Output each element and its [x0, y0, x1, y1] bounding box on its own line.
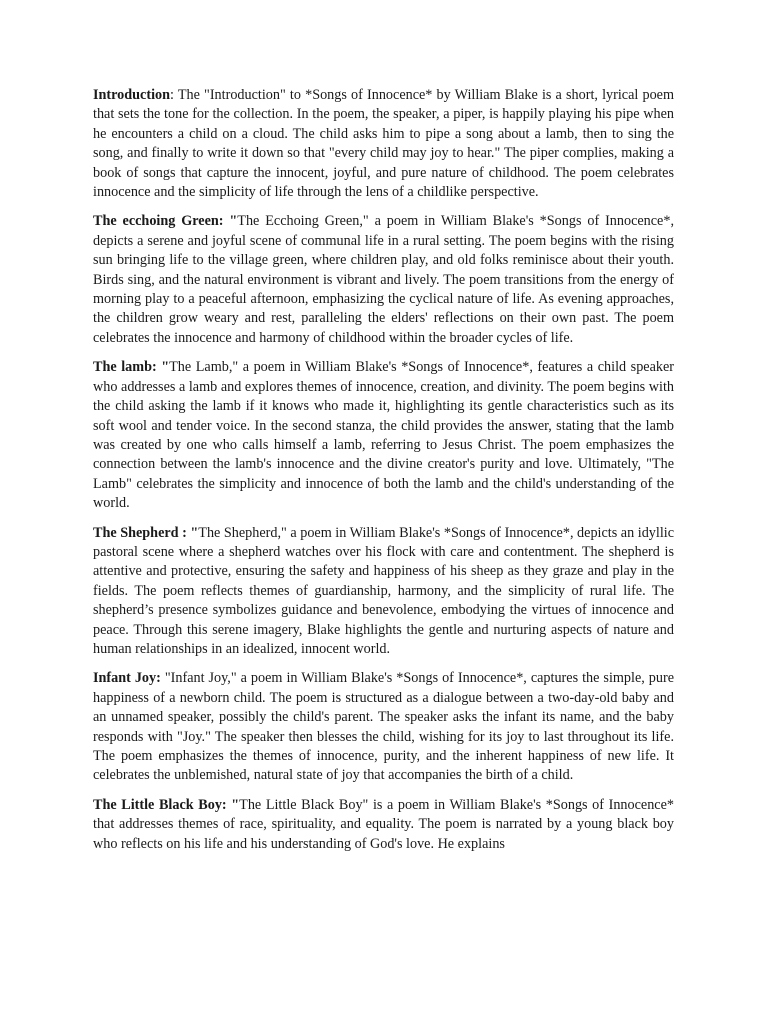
section-heading: The Little Black Boy: ": [93, 796, 240, 813]
document-page: [93, 86, 674, 864]
section-body: The Little Black Boy" is a poem in William Blake's *Songs of Innocence* that addresses themes of race, spirituality, and equality. The poem is narrated by a young black boy who reflects on his life and his understanding of God's love. He explains: [93, 796, 674, 852]
section-ecchoing-green: [93, 212, 674, 348]
section-heading: Introduction: [93, 87, 170, 103]
section-the-lamb: [93, 358, 674, 513]
section-infant-joy: [93, 669, 674, 785]
section-little-black-boy: [93, 796, 674, 854]
section-body: The Ecchoing Green," a poem in William Blake's *Songs of Innocence*, depicts a serene and joyful scene of communal life in a rural setting. The poem begins with the rising sun bringing life to the village green, where children play, and old folks reminisce about their youth. Birds sing, and the natural environment is vibrant and lively. The poem transitions from the energy of morning play to a peaceful afternoon, emphasizing the cyclical nature of life. As evening approaches, the children grow weary and rest, paralleling the elders' reflections on their own past. The poem celebrates the innocence and harmony of childhood within the broader cycles of life.: [93, 213, 674, 346]
section-body: "Infant Joy," a poem in William Blake's *Songs of Innocence*, captures the simple, pure happiness of a newborn child. The poem is structured as a dialogue between a two-day-old baby and an unnamed speaker, possibly the child's parent. The speaker asks the infant its name, and the baby responds with "Joy." The speaker then blesses the child, wishing for its joy to last throughout its life. The poem emphasizes the themes of innocence, purity, and the inherent happiness of new life. It celebrates the unblemished, natural state of joy that accompanies the birth of a child.: [93, 670, 674, 784]
section-introduction: [93, 86, 674, 202]
section-heading: The Shepherd : ": [93, 524, 199, 541]
section-heading: The lamb: ": [93, 359, 170, 376]
section-body: The Lamb," a poem in William Blake's *Songs of Innocence*, features a child speaker who addresses a lamb and explores themes of innocence, creation, and divinity. The poem begins with the child asking the lamb if it knows who made it, highlighting its gentle characteristics such as its soft wool and tender voice. In the second stanza, the child provides the answer, stating that the lamb was created by one who calls himself a lamb, referring to Jesus Christ. The poem emphasizes the connection between the lamb's innocence and the divine creator's purity and love. Ultimately, "The Lamb" celebrates the simplicity and innocence of both the lamb and the child's understanding of the world.: [93, 359, 674, 512]
section-the-shepherd: [93, 524, 674, 660]
section-body: : The "Introduction" to *Songs of Innocence* by William Blake is a short, lyrical poem that sets the tone for the collection. In the poem, the speaker, a piper, is happily playing his pipe when he encounters a child on a cloud. The child asks him to pipe a song about a lamb, then to sing the song, and finally to write it down so that "every child may joy to hear." The piper complies, making a book of songs that capture the innocent, joyful, and pure nature of childhood. The poem celebrates innocence and the simplicity of life through the lens of a childlike perspective.: [93, 87, 674, 201]
section-heading: Infant Joy:: [93, 670, 161, 687]
section-body: The Shepherd," a poem in William Blake's *Songs of Innocence*, depicts an idyllic pastoral scene where a shepherd watches over his flock with care and contentment. The shepherd is attentive and protective, ensuring the safety and happiness of his sheep as they graze and play in the fields. The poem reflects themes of guardianship, harmony, and the simplicity of rural life. The shepherd’s presence symbolizes guidance and benevolence, embodying the virtues of innocence and peace. Through this serene imagery, Blake highlights the gentle and nurturing aspects of nature and human relationships in an idealized, innocent world.: [93, 524, 674, 657]
section-heading: The ecchoing Green: ": [93, 213, 238, 230]
